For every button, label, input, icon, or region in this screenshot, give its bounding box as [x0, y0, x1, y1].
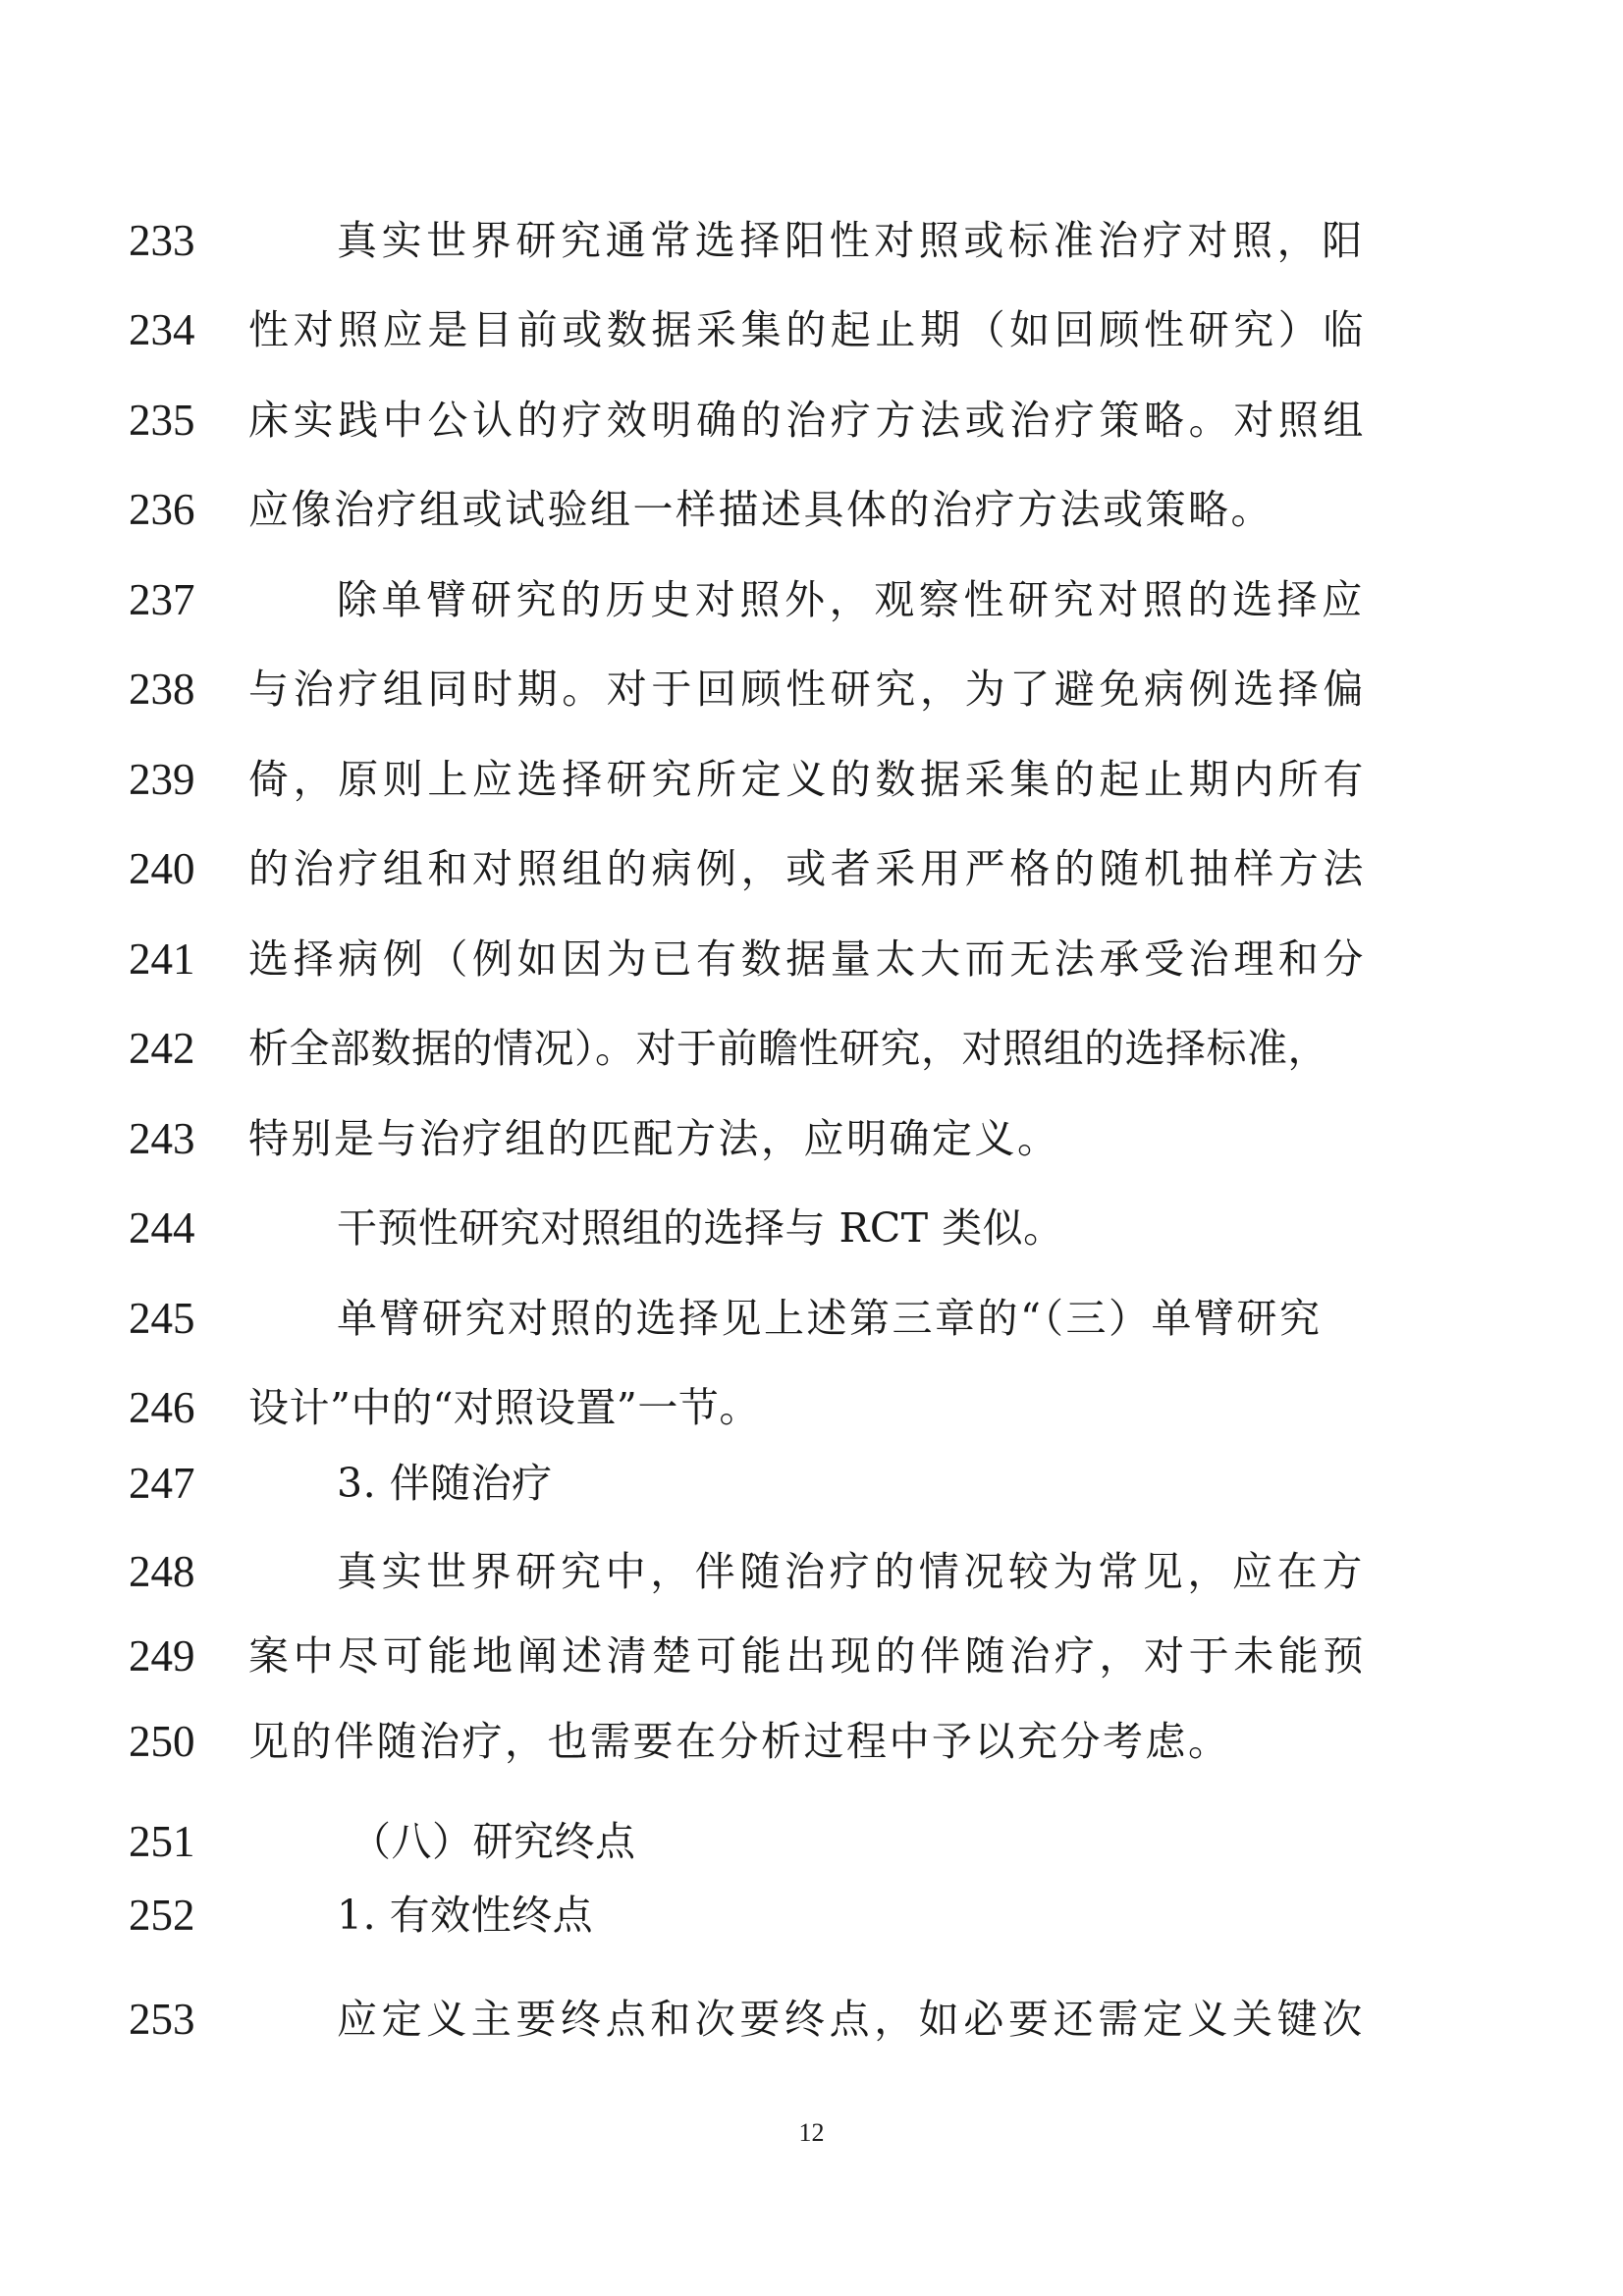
- line-number: 245: [129, 1294, 195, 1343]
- line-text: 特别是与治疗组的匹配方法，应明确定义。: [248, 1115, 1060, 1162]
- line-text: 倚，原则上应选择研究所定义的数据采集的起止期内所有: [248, 756, 1368, 803]
- text-line-236: [0, 480, 1623, 539]
- text-line-249: [0, 1627, 1623, 1685]
- line-number: 242: [129, 1024, 195, 1073]
- text-line-233: [0, 211, 1623, 270]
- line-text: 见的伴随治疗，也需要在分析过程中予以充分考虑。: [248, 1718, 1231, 1765]
- text-line-241: [0, 930, 1623, 988]
- text-line-246: [0, 1378, 1623, 1437]
- text-line-244: [0, 1199, 1623, 1257]
- line-number: 246: [129, 1383, 195, 1432]
- text-line-242: [0, 1019, 1623, 1078]
- line-number: 239: [129, 755, 195, 804]
- line-number: 236: [129, 485, 195, 534]
- text-line-235: [0, 391, 1623, 450]
- line-number: 240: [129, 844, 195, 893]
- line-number: 234: [129, 305, 195, 354]
- page-number: 12: [798, 2118, 825, 2147]
- line-text: 除单臂研究的历史对照外，观察性研究对照的选择应: [337, 576, 1367, 623]
- line-text: 析全部数据的情况）。对于前瞻性研究，对照组的选择标准，: [248, 1025, 1328, 1072]
- line-text: 床实践中公认的疗效明确的治疗方法或治疗策略。对照组: [248, 397, 1368, 444]
- line-number: 253: [129, 1995, 195, 2044]
- section-heading: （八）研究终点: [351, 1818, 636, 1865]
- text-line-237: [0, 570, 1623, 629]
- line-number: 235: [129, 396, 195, 445]
- line-number: 250: [129, 1717, 195, 1766]
- line-number: 247: [129, 1459, 195, 1508]
- text-line-251: [0, 1812, 1623, 1871]
- text-line-238: [0, 660, 1623, 719]
- line-text: 性对照应是目前或数据采集的起止期（如回顾性研究）临: [248, 306, 1368, 353]
- line-number: 241: [129, 934, 195, 984]
- line-text: 真实世界研究中，伴随治疗的情况较为常见，应在方: [337, 1548, 1367, 1595]
- line-text: 应像治疗组或试验组一样描述具体的治疗方法或策略。: [248, 486, 1273, 533]
- line-number: 243: [129, 1114, 195, 1163]
- line-text: 选择病例（例如因为已有数据量太大而无法承受治理和分: [248, 935, 1368, 983]
- section-subheading: 3. 伴随治疗: [337, 1460, 553, 1507]
- text-line-234: [0, 300, 1623, 359]
- line-text: 真实世界研究通常选择阳性对照或标准治疗对照，阳: [337, 217, 1367, 264]
- line-number: 238: [129, 665, 195, 714]
- line-number: 252: [129, 1891, 195, 1940]
- line-text: 案中尽可能地阐述清楚可能出现的伴随治疗，对于未能预: [248, 1632, 1368, 1680]
- line-text: 应定义主要终点和次要终点，如必要还需定义关键次: [337, 1996, 1367, 2043]
- text-line-252: [0, 1886, 1623, 1945]
- line-number: 233: [129, 216, 195, 265]
- line-number: 249: [129, 1631, 195, 1681]
- text-line-248: [0, 1542, 1623, 1601]
- section-subheading: 1. 有效性终点: [337, 1892, 594, 1939]
- line-text: 的治疗组和对照组的病例，或者采用严格的随机抽样方法: [248, 845, 1368, 892]
- text-line-250: [0, 1712, 1623, 1771]
- line-text: 干预性研究对照组的选择与 RCT 类似。: [337, 1204, 1064, 1252]
- text-line-239: [0, 750, 1623, 809]
- line-number: 251: [129, 1817, 195, 1866]
- text-line-240: [0, 839, 1623, 898]
- line-number: 248: [129, 1547, 195, 1596]
- line-number: 237: [129, 575, 195, 624]
- line-text: 设计”中的“对照设置”一节。: [248, 1384, 760, 1431]
- text-line-247: [0, 1454, 1623, 1513]
- line-text: 与治疗组同时期。对于回顾性研究，为了避免病例选择偏: [248, 666, 1368, 713]
- line-text: 单臂研究对照的选择见上述第三章的“（三）单臂研究: [337, 1295, 1323, 1342]
- line-number: 244: [129, 1203, 195, 1253]
- text-line-253: [0, 1990, 1623, 2049]
- text-line-243: [0, 1109, 1623, 1168]
- text-line-245: [0, 1289, 1623, 1348]
